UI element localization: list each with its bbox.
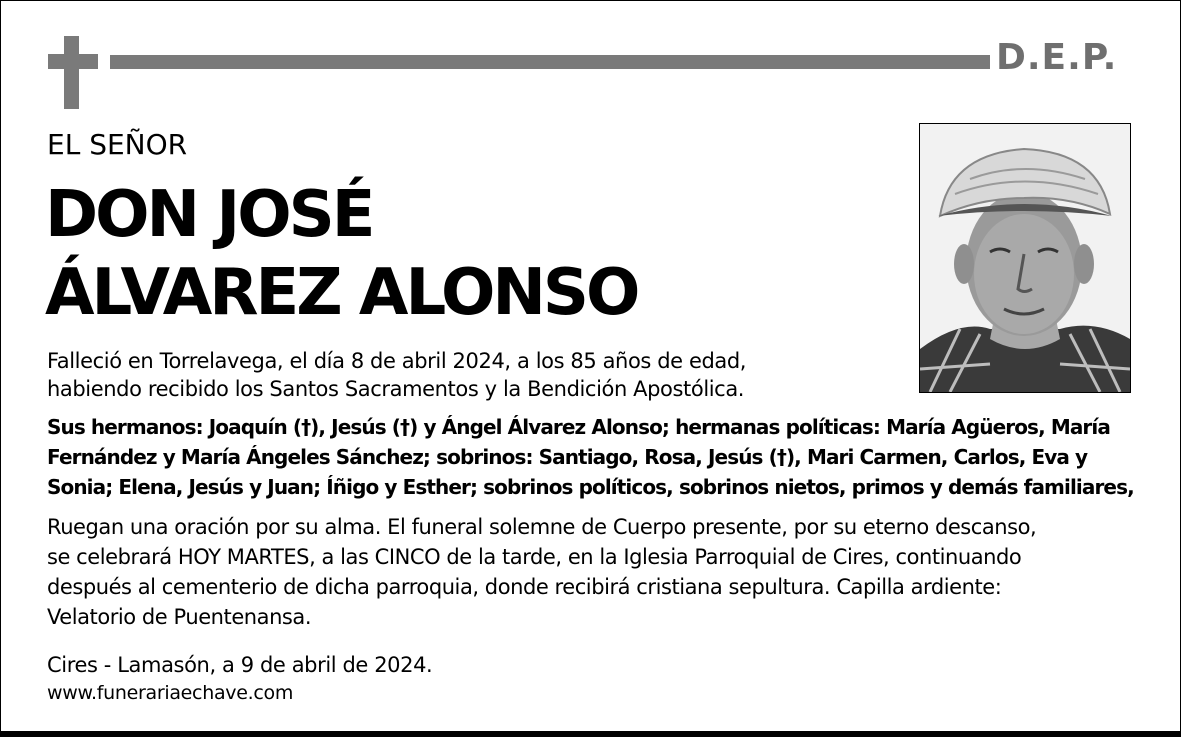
- honorific: EL SEÑOR: [47, 128, 188, 161]
- family-line: Sonia; Elena, Jesús y Juan; Íñigo y Esther; sobrinos políticos, sobrinos nietos, primos y demás familiares,: [47, 475, 1134, 499]
- website-link[interactable]: www.funerariaechave.com: [47, 682, 294, 704]
- death-notice-line: Falleció en Torrelavega, el día 8 de abril 2024, a los 85 años de edad,: [47, 349, 747, 373]
- service-line: se celebrará HOY MARTES, a las CINCO de la tarde, en la Iglesia Parroquial de Cires, continuando: [47, 545, 1022, 569]
- funeral-service: [47, 512, 1036, 632]
- place-date: Cires - Lamasón, a 9 de abril de 2024.: [47, 653, 433, 677]
- family-line: Sus hermanos: Joaquín (†), Jesús (†) y Ángel Álvarez Alonso; hermanas políticas: María Agüeros, María: [47, 415, 1110, 439]
- service-line: Velatorio de Puentenansa.: [47, 605, 312, 629]
- portrait-photo: [919, 123, 1131, 393]
- family-line: Fernández y María Ángeles Sánchez; sobrinos: Santiago, Rosa, Jesús (†), Mari Carmen, Carlos, Eva y: [47, 445, 1088, 469]
- death-notice-line: habiendo recibido los Santos Sacramentos y la Bendición Apostólica.: [47, 377, 745, 401]
- cross-icon-bar: [48, 54, 98, 69]
- service-line: después al cementerio de dicha parroquia, donde recibirá cristiana sepultura. Capilla ardiente:: [47, 575, 1002, 599]
- family-list: [47, 412, 1134, 502]
- service-line: Ruegan una oración por su alma. El funeral solemne de Cuerpo presente, por su eterno descanso,: [47, 515, 1037, 539]
- deceased-name-line1: DON JOSÉ: [45, 178, 373, 252]
- cross-icon: [64, 36, 79, 109]
- bottom-border: [0, 731, 1181, 737]
- header-rule: [110, 55, 990, 69]
- deceased-name-line2: ÁLVAREZ ALONSO: [45, 256, 638, 330]
- dep-label: D.E.P.: [996, 37, 1118, 78]
- death-notice: [47, 347, 746, 403]
